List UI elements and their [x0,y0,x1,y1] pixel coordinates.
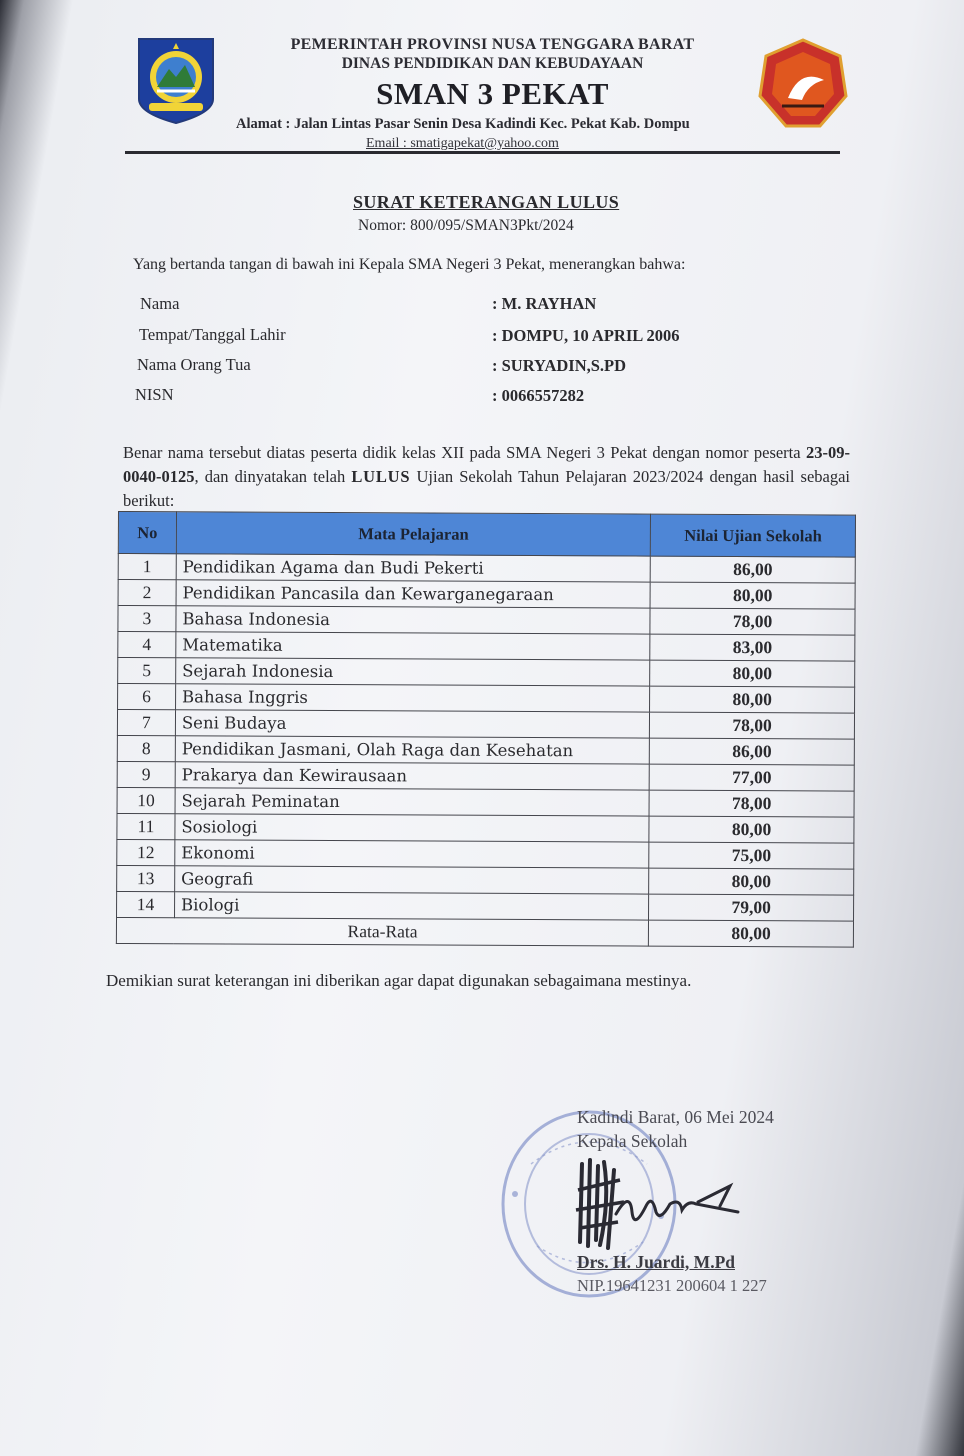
table-row [117,839,854,869]
statement-part1: Benar nama tersebut diatas peserta didik kelas XII pada SMA Negeri 3 Pekat dengan nomor peserta [123,443,806,462]
table-row [117,813,854,843]
cell-score: 80,00 [650,686,855,713]
header-no: No [118,512,176,554]
cell-score: 78,00 [649,790,854,817]
field-label-parent: Nama Orang Tua [137,355,251,374]
cell-no: 6 [118,684,176,710]
average-label: Rata-Rata [116,917,648,946]
cell-no: 5 [118,658,176,684]
cell-subject: Sosiologi [175,814,649,842]
table-row [118,580,855,610]
cell-no: 11 [117,813,175,839]
letterhead-address: Alamat : Jalan Lintas Pasar Senin Desa Kadindi Kec. Pekat Kab. Dompu [236,116,690,132]
cell-score: 80,00 [650,582,855,609]
field-value-birth: : DOMPU, 10 APRIL 2006 [492,326,680,345]
exam-number: 23-09-0040-0125 [123,443,850,486]
cell-subject: Seni Budaya [175,710,649,738]
closing-statement: Demikian surat keterangan ini diberikan agar dapat digunakan sebagaimana mestinya. [106,971,692,990]
cell-score: 80,00 [649,816,854,843]
field-value-name: : M. RAYHAN [492,294,597,313]
intro-text: Yang bertanda tangan di bawah ini Kepala SMA Negeri 3 Pekat, menerangkan bahwa: [133,256,686,273]
letterhead-school-name: SMAN 3 PEKAT [376,76,609,111]
ntb-province-emblem-icon [135,37,217,125]
table-row [117,891,854,921]
table-row [118,684,855,714]
cell-no: 14 [117,891,175,917]
document-number: Nomor: 800/095/SMAN3Pkt/2024 [358,217,574,234]
letterhead [230,36,755,112]
cell-no: 12 [117,839,175,865]
cell-subject: Sejarah Peminatan [175,788,649,816]
cell-subject: Biologi [174,892,648,920]
cell-subject: Geografi [175,866,649,894]
school-emblem-icon [758,38,848,130]
grades-table-body [117,554,856,922]
cell-subject: Ekonomi [175,840,649,868]
pass-status: LULUS [351,467,411,486]
cell-score: 79,00 [649,894,854,921]
table-row [117,865,854,895]
table-row [117,735,854,765]
cell-no: 1 [118,554,176,580]
cell-score: 86,00 [650,556,855,583]
table-row [118,658,855,688]
table-row [118,606,855,636]
cell-subject: Pendidikan Pancasila dan Kewarganegaraan [176,580,650,608]
field-label-birth: Tempat/Tanggal Lahir [139,325,286,344]
cell-subject: Pendidikan Agama dan Budi Pekerti [176,554,650,582]
header-subject: Mata Pelajaran [176,512,651,556]
field-label-nisn: NISN [135,385,174,404]
field-label-name: Nama [140,294,180,313]
field-value-nisn: : 0066557282 [492,386,585,405]
cell-score: 86,00 [650,738,855,765]
cell-score: 80,00 [649,868,854,895]
cell-subject: Bahasa Inggris [175,684,649,712]
cell-subject: Prakarya dan Kewirausaan [175,762,649,790]
header-score: Nilai Ujian Sekolah [651,514,856,557]
cell-subject: Bahasa Indonesia [176,606,650,634]
cell-no: 8 [117,735,175,761]
cell-no: 13 [117,865,175,891]
letterhead-email: Email : smatigapekat@yahoo.com [366,136,559,151]
cell-score: 75,00 [649,842,854,869]
cell-no: 3 [118,606,176,632]
cell-score: 80,00 [650,660,855,687]
cell-no: 10 [117,787,175,813]
table-row [117,710,854,740]
letterhead-divider [125,151,840,154]
signature-role: Kepala Sekolah [577,1131,688,1151]
cell-subject: Sejarah Indonesia [176,658,650,686]
field-value-parent: : SURYADIN,S.PD [492,356,627,375]
document-title: SURAT KETERANGAN LULUS [353,192,620,212]
statement-part3: Ujian Sekolah Tahun Pelajaran 2023/2024 dengan hasil sebagai berikut: [123,467,851,510]
statement-part2: , dan dinyatakan telah [194,467,352,486]
table-header-row [118,512,855,558]
cell-no: 2 [118,580,176,606]
principal-nip: NIP.19641231 200604 1 227 [577,1276,767,1295]
cell-score: 77,00 [649,764,854,791]
signature-place-date: Kadindi Barat, 06 Mei 2024 [577,1107,774,1127]
cell-score: 78,00 [650,608,855,635]
cell-score: 78,00 [650,712,855,739]
average-row [116,917,853,947]
cell-no: 4 [118,632,176,658]
table-row [118,554,855,584]
table-row [117,787,854,817]
letterhead-department: DINAS PENDIDIKAN DAN KEBUDAYAAN [341,55,644,72]
statement-paragraph [123,441,850,513]
letterhead-government: PEMERINTAH PROVINSI NUSA TENGGARA BARAT [290,36,695,53]
table-row [118,632,855,662]
cell-subject: Matematika [176,632,650,660]
principal-name: Drs. H. Juardi, M.Pd [577,1252,735,1272]
cell-subject: Pendidikan Jasmani, Olah Raga dan Kesehatan [175,736,649,764]
handwritten-signature-icon [570,1150,750,1255]
cell-score: 83,00 [650,634,855,661]
grades-table [116,511,856,948]
cell-no: 9 [117,761,175,787]
average-value: 80,00 [649,920,854,947]
table-row [117,761,854,791]
cell-no: 7 [117,710,175,736]
